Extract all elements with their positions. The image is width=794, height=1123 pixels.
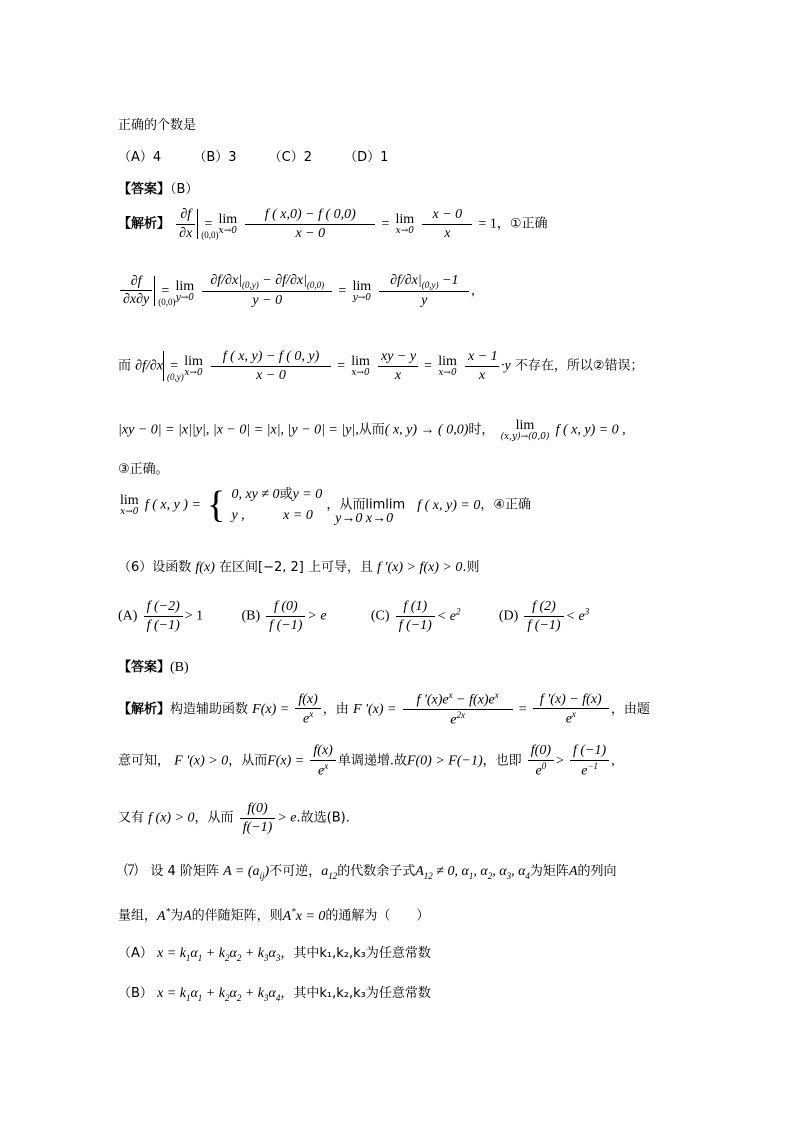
q5-statement-3: ③正确。 — [118, 462, 169, 477]
eval-bar: (0,0) — [197, 209, 200, 239]
q7-stem-line-2: 量组，A*为A的伴随矩阵，则A*x = 0的通解为（ ） — [118, 906, 430, 924]
q6-option-b: (B) — [241, 608, 261, 624]
q6-option-d: (D) — [498, 608, 519, 624]
q5-option-b: （B）3 — [193, 150, 237, 165]
q7-option-a: （A） $x = k_1\alpha_1 + k_2\alpha_2 + k_3\alpha_3$，其中k₁,k₂,k₃为任意常数 — [118, 946, 431, 963]
q5-analysis-line-2: $\frac{\partial f}{\partial x\partial y}$ (0,0) = lim y→0 $\frac{\partial f/\partial x|_{(0,y)} - \partial f/\partial x|_{(0,0)}}{y - 0}$ = lim y→0 $\frac{\partial f/\partial x|_{(0,y)} -1}{y}$ , — [118, 272, 475, 310]
q6-analysis-line-2: 意可知， F '(x) > 0，从而F(x) = $\frac{f(x)}{e^x}$ 单调递增.故F(0) > F(−1)，也即 $\frac{f(0)}{e^0}$ > $\frac{f (-1)}{e^{-1}}$ , — [118, 743, 615, 779]
q7-option-b: （B） $x = k_1\alpha_1 + k_2\alpha_2 + k_3\alpha_4$，其中k₁,k₂,k₃为任意常数 — [118, 986, 431, 1003]
lim-symbol: lim x→0 — [218, 211, 238, 237]
q5-answer — [118, 182, 198, 198]
q5-options — [118, 150, 416, 166]
q5-statement-2: 不存在，所以②错误； — [514, 358, 644, 374]
q6-answer: 【答案】(B) — [118, 660, 189, 675]
q7-stem-line-1: ⑺ 设 4 阶矩阵 $A = (a_{ij})$不可逆，$a_{12}$的代数余子式$A_{12} \ne 0$, $\alpha_1$, $\alpha_2$, $\alpha_3$, $\alpha_4$为矩阵A的列向 — [124, 864, 617, 881]
q5-option-c: （C）2 — [268, 150, 313, 165]
q5-statement-1: ，①正确 — [496, 216, 548, 232]
partial-fraction: $\frac{\partial f}{\partial x}$ — [176, 206, 195, 242]
q6-analysis-line-1: 【解析】构造辅助函数 F(x) = $\frac{f(x)}{e^x}$ ，由 F '(x) = $\frac{f '(x)e^x - f(x)e^x}{e^{2x}}$ = $\frac{f '(x) - f(x)}{e^x}$ ，由题 — [118, 690, 650, 728]
q5-analysis-line-5: lim x→0 f ( x, y ) = { 0, xy ≠ 0或y = 0 y , x = 0 ，从而limlim$_{y\to 0 x\to 0}$ f ( x, y) = 0，④正确 — [120, 484, 531, 527]
q6-stem: （6）设函数 f(x) 在区间[−2, 2] 上可导，且 f '(x) > f(x) > 0.则 — [118, 560, 480, 575]
q6-analysis-line-3: 又有 f (x) > 0，从而 $\frac{f(0)}{f(-1)}$ > e.故选(B). — [118, 801, 350, 835]
q5-analysis-line-1: 【解析】 $\frac{\partial f}{\partial x}$ (0,0) = lim x→0 $\frac{f ( x,0) - f ( 0,0)}{x - 0}$ = lim x→0 $\frac{x - 0}{x}$ = 1，①正确 — [118, 207, 548, 241]
q5-statement-4: ，④正确 — [480, 497, 531, 513]
q5-answer-value: （B） — [170, 182, 199, 197]
q5-analysis-line-4: |xy − 0| = |x||y|, |x − 0| = |x|, |y − 0| = |y|,从而( x, y) → ( 0,0)时， lim (x,y)→(0,0) f ( x, y) = 0 , — [118, 418, 626, 443]
q6-option-c: (C) — [370, 608, 390, 624]
q5-answer-label: 【答案】 — [118, 182, 171, 197]
intro-line: 正确的个数是 — [118, 118, 197, 133]
q5-option-d: （D）1 — [344, 150, 389, 165]
q6-option-a: (A) — [118, 608, 138, 624]
q5-option-a: （A）4 — [118, 150, 162, 165]
q5-analysis-line-3: 而 ∂f/∂x (0,y) = lim x→0 $\frac{f ( x, y) - f ( 0, y)}{x - 0}$ = lim x→0 $\frac{xy - y}{x}$ = lim x→0 $\frac{x - 1}{x}$ ·y 不存在，所以②错误； — [118, 349, 644, 383]
difference-quotient: $\frac{f ( x,0) - f ( 0,0)}{x - 0}$ — [245, 206, 375, 242]
q5-analysis-label: 【解析】 — [118, 216, 171, 232]
q6-options: (A) $\frac{f (-2)}{f (-1)}$ > 1 (B) $\frac{f (0)}{f (-1)}$ > e (C) $\frac{f (1)}{f (-1)}$ < $e^2$ (D) $\frac{f (2)}{f (-1)}$ < $e^3$ — [118, 599, 590, 633]
piecewise-cases: 0, xy ≠ 0或y = 0 y , x = 0 — [231, 487, 323, 523]
